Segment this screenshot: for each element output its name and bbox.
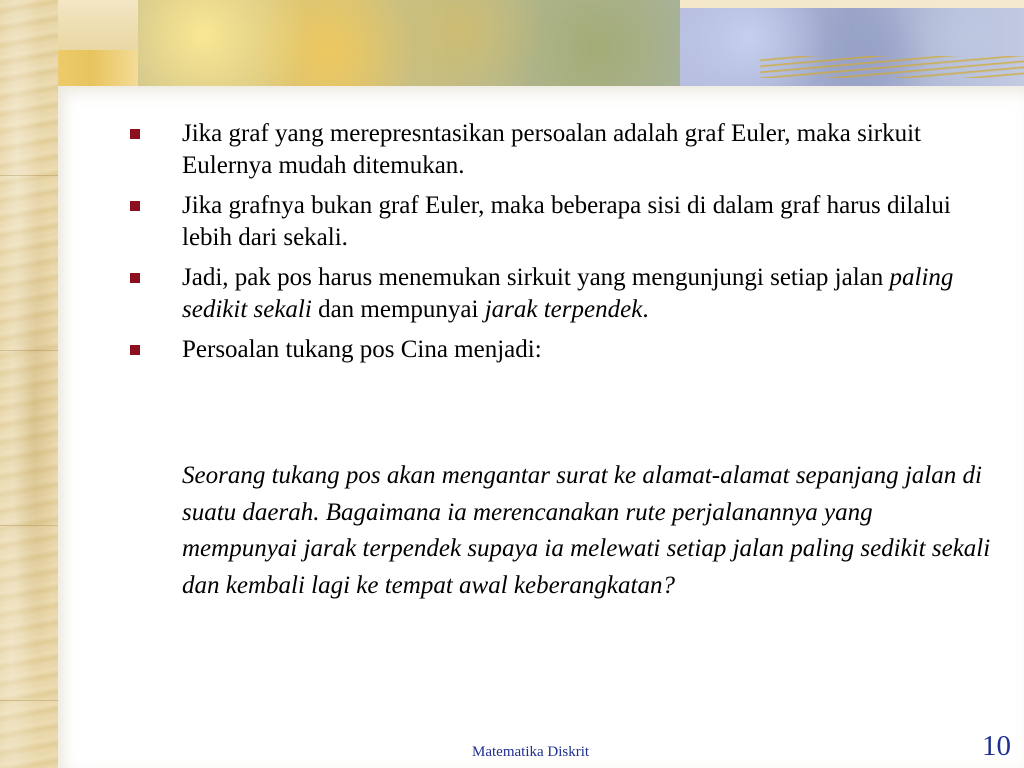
bullet-list (128, 118, 988, 375)
strip-seam (0, 700, 58, 701)
problem-statement-quote: Seorang tukang pos akan mengantar surat ke alamat-alamat sepanjang jalan di suatu daerah. Bagaimana ia merencanakan rute perjalanannya yang mempunyai jarak terpendek supaya ia melewati setiap jalan paling sedikit sekali dan kembali lagi ke tempat awal keberangkatan? (182, 462, 991, 599)
slide-page-number: 10 (982, 730, 1011, 762)
emphasized-text: jarak terpendek (484, 295, 643, 323)
bullet-item (128, 334, 988, 366)
top-decorative-banner (0, 0, 1024, 90)
strip-seam (0, 525, 58, 526)
bullet-text: Jadi, pak pos harus menemukan sirkuit yang mengunjungi setiap jalan (182, 264, 890, 291)
banner-leaf-image (138, 0, 680, 88)
left-parchment-strip (0, 0, 58, 768)
strip-seam (0, 350, 58, 351)
bullet-item (128, 262, 988, 325)
bullet-text: Jika grafnya bukan graf Euler, maka beberapa sisi di dalam graf harus dilalui lebih dari sekali. (182, 192, 951, 251)
banner-grass-strands (760, 56, 1024, 78)
square-bullet-icon (130, 273, 140, 283)
bullet-item (128, 118, 988, 181)
square-bullet-icon (130, 129, 140, 139)
strip-seam (0, 175, 58, 176)
square-bullet-icon (130, 345, 140, 355)
bullet-text: Jika graf yang merepresntasikan persoalan adalah graf Euler, maka sirkuit Eulernya mudah ditemukan. (182, 120, 921, 179)
footer-course-title: Matematika Diskrit (472, 744, 590, 760)
emphasized-text: paling sedikit sekali (182, 264, 954, 323)
bullet-item (128, 190, 988, 253)
bullet-text: Persoalan tukang pos Cina menjadi: (182, 336, 542, 363)
bullet-text: dan mempunyai (311, 295, 485, 323)
square-bullet-icon (130, 201, 140, 211)
banner-tile (58, 0, 138, 50)
bullet-text: . (642, 295, 649, 323)
